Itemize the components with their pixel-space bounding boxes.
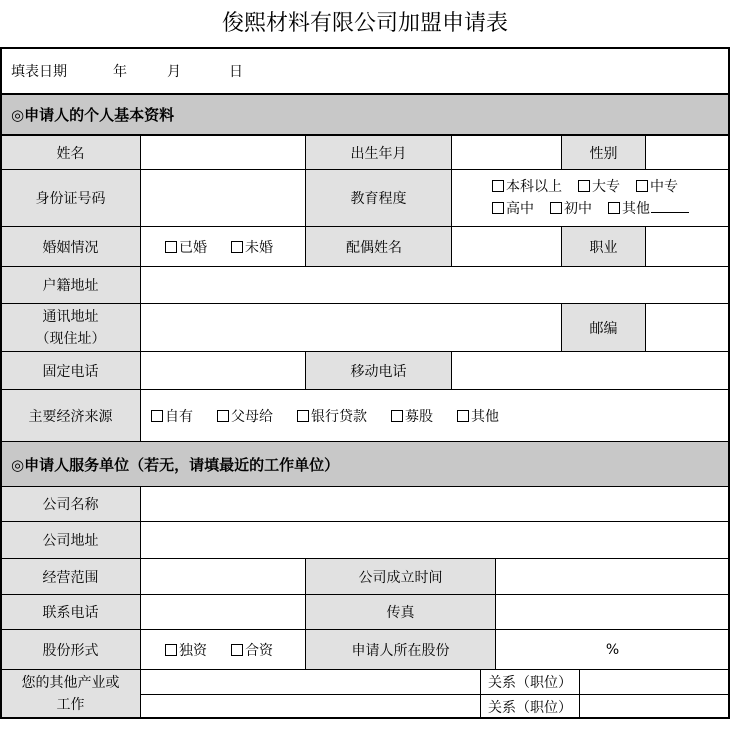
income-option-other[interactable]: 其他 (457, 406, 499, 426)
job-field[interactable] (645, 226, 730, 267)
scope-label: 经营范围 (0, 558, 141, 595)
form-title: 俊熙材料有限公司加盟申请表 (221, 11, 508, 36)
company-name-field[interactable] (140, 486, 730, 522)
fill-date-label: 填表日期 (11, 63, 67, 80)
income-option-shares[interactable]: 募股 (391, 406, 433, 426)
edu-options-row2 (492, 198, 689, 220)
share-option-sole[interactable]: 独资 (165, 640, 207, 660)
founded-field[interactable] (495, 558, 730, 595)
gender-field[interactable] (645, 135, 730, 170)
mail-addr-label-line1: 通讯地址 (42, 308, 99, 325)
contact-phone-label: 联系电话 (0, 594, 141, 630)
birth-field[interactable] (451, 135, 562, 170)
edu-option-college[interactable]: 大专 (578, 176, 620, 198)
relation-field-1[interactable] (579, 669, 730, 695)
mail-addr-label-line2: （现住址） (35, 330, 106, 347)
gender-label: 性别 (561, 135, 646, 170)
postcode-label: 邮编 (561, 303, 646, 352)
mobile-field[interactable] (451, 351, 730, 390)
fax-label: 传真 (305, 594, 496, 630)
checkbox-icon[interactable] (231, 644, 243, 656)
checkbox-icon[interactable] (151, 410, 163, 422)
relation-field-2[interactable] (579, 694, 730, 719)
edu-options-row1 (492, 176, 678, 198)
applicant-share-label: 申请人所在股份 (305, 629, 496, 670)
edu-option-technical[interactable]: 中专 (636, 176, 678, 198)
share-option-joint[interactable]: 合资 (231, 640, 273, 660)
household-field[interactable] (140, 266, 730, 304)
checkbox-icon[interactable] (636, 180, 648, 192)
name-label: 姓名 (0, 135, 141, 170)
company-addr-label: 公司地址 (0, 521, 141, 559)
fill-date-day: 日 (229, 63, 243, 80)
relation-label-2: 关系（职位） (480, 694, 580, 719)
edu-label: 教育程度 (305, 169, 452, 227)
percent-sign: % (605, 641, 620, 658)
edu-option-bachelor[interactable]: 本科以上 (492, 176, 562, 198)
other-industry-label-line2: 工作 (56, 697, 85, 713)
mobile-label: 移动电话 (305, 351, 452, 390)
relation-label-1: 关系（职位） (480, 669, 580, 695)
checkbox-icon[interactable] (492, 180, 504, 192)
section-personal-header: ◎申请人的个人基本资料 (0, 94, 730, 135)
share-form-label: 股份形式 (0, 629, 141, 670)
marriage-option-single[interactable]: 未婚 (231, 237, 273, 257)
mail-addr-label (0, 303, 141, 352)
checkbox-icon[interactable] (165, 241, 177, 253)
checkbox-icon[interactable] (608, 202, 620, 214)
name-field[interactable] (140, 135, 306, 170)
edu-option-middleschool[interactable]: 初中 (550, 198, 592, 220)
spouse-field[interactable] (451, 226, 562, 267)
edu-other-blank[interactable] (651, 200, 689, 213)
checkbox-icon[interactable] (297, 410, 309, 422)
checkbox-icon[interactable] (165, 644, 177, 656)
id-label: 身份证号码 (0, 169, 141, 227)
company-name-label: 公司名称 (0, 486, 141, 522)
fax-field[interactable] (495, 594, 730, 630)
marriage-option-married[interactable]: 已婚 (165, 237, 207, 257)
checkbox-icon[interactable] (578, 180, 590, 192)
checkbox-icon[interactable] (550, 202, 562, 214)
phone-field[interactable] (140, 351, 306, 390)
other-industry-field-2[interactable] (140, 694, 481, 719)
marriage-options (140, 226, 306, 267)
fill-date-row (0, 47, 730, 94)
checkbox-icon[interactable] (492, 202, 504, 214)
applicant-share-field[interactable] (495, 629, 730, 670)
company-addr-field[interactable] (140, 521, 730, 559)
checkbox-icon[interactable] (391, 410, 403, 422)
edu-option-highschool[interactable]: 高中 (492, 198, 534, 220)
mail-addr-field[interactable] (140, 303, 562, 352)
income-option-own[interactable]: 自有 (151, 406, 193, 426)
checkbox-icon[interactable] (231, 241, 243, 253)
job-label: 职业 (561, 226, 646, 267)
other-industry-label (0, 669, 141, 719)
id-field[interactable] (140, 169, 306, 227)
contact-phone-field[interactable] (140, 594, 306, 630)
income-option-bank-loan[interactable]: 银行贷款 (297, 406, 367, 426)
edu-options (451, 169, 730, 227)
checkbox-icon[interactable] (217, 410, 229, 422)
spouse-label: 配偶姓名 (305, 226, 452, 267)
checkbox-icon[interactable] (457, 410, 469, 422)
income-options (140, 389, 730, 442)
other-industry-field-1[interactable] (140, 669, 481, 695)
phone-label: 固定电话 (0, 351, 141, 390)
edu-option-other[interactable]: 其他 (608, 198, 689, 220)
income-label: 主要经济来源 (0, 389, 141, 442)
income-option-parents[interactable]: 父母给 (217, 406, 273, 426)
founded-label: 公司成立时间 (305, 558, 496, 595)
postcode-field[interactable] (645, 303, 730, 352)
household-label: 户籍地址 (0, 266, 141, 304)
fill-date-year: 年 (113, 63, 127, 80)
other-industry-label-line1: 您的其他产业或 (21, 675, 120, 691)
marriage-label: 婚姻情况 (0, 226, 141, 267)
section-employer-header: ◎申请人服务单位（若无，请填最近的工作单位） (0, 441, 730, 487)
share-form-options (140, 629, 306, 670)
fill-date-month: 月 (167, 63, 181, 80)
scope-field[interactable] (140, 558, 306, 595)
birth-label: 出生年月 (305, 135, 452, 170)
